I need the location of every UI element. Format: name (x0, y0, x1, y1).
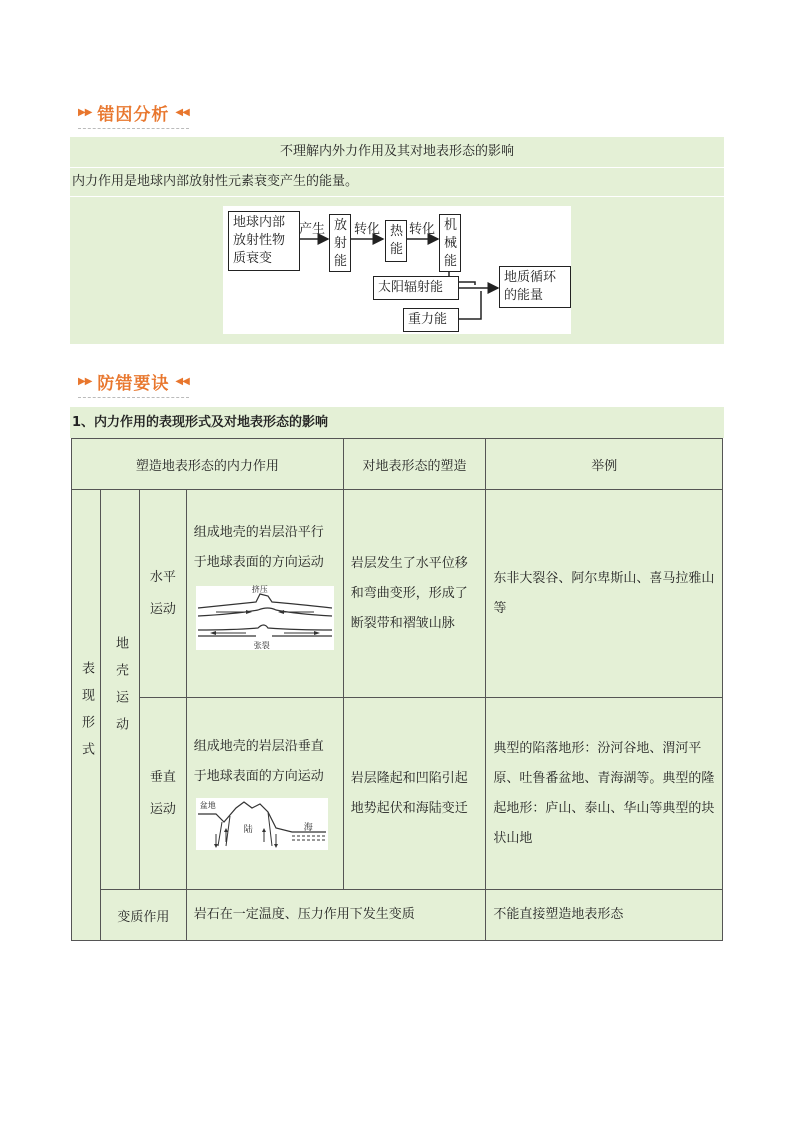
desc-cell (186, 698, 343, 890)
error-statement (70, 167, 724, 196)
movement-example: 东非大裂谷、阿尔卑斯山、喜马拉雅山等 (493, 570, 715, 616)
example-cell (486, 698, 723, 890)
movement-type-cell (140, 698, 187, 890)
flow-mech-char: 械 (444, 236, 458, 251)
heading-underline (78, 128, 189, 129)
flow-figure-row (70, 196, 724, 345)
meta-example-cell (486, 890, 723, 941)
point1-header (70, 407, 724, 438)
flow-label-convert2: 转化 (409, 222, 436, 237)
meta-type-cell (101, 890, 187, 941)
table-header: 举例 (486, 439, 723, 490)
flow-label-convert1: 转化 (354, 222, 381, 237)
flow-source-line: 质衰变 (233, 251, 273, 266)
right-arrows-icon: ▶▶ (78, 375, 92, 387)
movement-type: 水平运动 (149, 569, 176, 617)
section-heading-prevention (78, 368, 189, 394)
flow-heat-char: 热 (390, 224, 404, 239)
flow-box-source (228, 211, 300, 271)
movement-desc: 组成地壳的岩层沿垂直于地球表面的方向运动 (193, 739, 324, 784)
effect-cell (343, 698, 486, 890)
form-cell (72, 490, 101, 941)
movement-type-cell (140, 490, 187, 698)
flow-radiation-char: 射 (334, 236, 348, 251)
error-block (70, 137, 724, 344)
flow-label-produce: 产生 (299, 222, 326, 237)
error-block-title: 不理解内外力作用及其对地表形态的影响 (279, 144, 514, 159)
flow-box-cycle (499, 266, 571, 308)
point1-title: 1、内力作用的表现形式及对地表形态的影响 (72, 415, 329, 430)
flow-radiation-char: 放 (334, 218, 348, 233)
error-statement-text: 内力作用是地球内部放射性元素衰变产生的能量。 (72, 174, 359, 189)
flow-cycle-line: 的能量 (504, 288, 544, 303)
fig-label-land: 陆 (243, 825, 253, 835)
desc-cell (186, 490, 343, 698)
heading-underline (78, 397, 189, 398)
fig-label-compress: 挤压 (251, 585, 268, 594)
crust-cell (101, 490, 140, 890)
meta-example: 不能直接塑造地表形态 (493, 907, 624, 922)
inner-force-table (71, 438, 723, 941)
section-title: 防错要诀 (97, 373, 170, 394)
table-header-row (72, 439, 723, 490)
section-heading-error-analysis (78, 99, 189, 125)
meta-type: 变质作用 (117, 909, 170, 925)
effect-cell (343, 490, 486, 698)
fig-label-rift: 张裂 (253, 641, 270, 650)
movement-effect: 岩层隆起和凹陷引起地势起伏和海陆变迁 (350, 770, 468, 816)
table-row (72, 490, 723, 698)
movement-type: 垂直运动 (149, 769, 176, 817)
flow-box-gravity: 重力能 (403, 308, 459, 332)
flow-box-heat (385, 220, 407, 262)
flow-mech-char: 能 (444, 254, 458, 269)
fig-label-basin: 盆地 (199, 801, 216, 810)
meta-effect-cell (186, 890, 486, 941)
right-arrows-icon: ▶▶ (78, 106, 92, 118)
table-row (72, 698, 723, 890)
movement-desc: 组成地壳的岩层沿平行于地球表面的方向运动 (193, 525, 324, 570)
vertical-label-crust: 地壳运动 (113, 635, 128, 744)
example-cell (486, 490, 723, 698)
fig-label-sea: 海 (303, 823, 313, 833)
flow-box-mechanical (439, 214, 461, 272)
flow-box-radiation (329, 214, 351, 272)
flow-source-line: 放射性物 (233, 233, 286, 248)
vertical-label-form: 表现形式 (79, 661, 94, 769)
flow-cycle-line: 地质循环 (504, 270, 557, 285)
flow-box-solar: 太阳辐射能 (373, 276, 459, 300)
flow-mech-char: 机 (444, 218, 458, 233)
table-header: 对地表形态的塑造 (343, 439, 486, 490)
left-arrows-icon: ◀◀ (175, 375, 189, 387)
flow-radiation-char: 能 (334, 254, 348, 269)
horizontal-movement-figure (196, 586, 334, 650)
vertical-movement-figure (196, 798, 328, 850)
meta-effect: 岩石在一定温度、压力作用下发生变质 (193, 907, 415, 922)
energy-flow-diagram (223, 206, 571, 334)
flow-source-line: 地球内部 (233, 215, 286, 230)
table-row (72, 890, 723, 941)
movement-example: 典型的陷落地形：汾河谷地、渭河平原、吐鲁番盆地、青海湖等。典型的隆起地形：庐山、泰山、华山等典型的块状山地 (493, 740, 715, 846)
table-header: 塑造地表形态的内力作用 (72, 439, 344, 490)
movement-effect: 岩层发生了水平位移和弯曲变形，形成了断裂带和褶皱山脉 (350, 555, 468, 631)
section-title: 错因分析 (97, 104, 170, 125)
flow-heat-char: 能 (390, 242, 404, 257)
left-arrows-icon: ◀◀ (175, 106, 189, 118)
